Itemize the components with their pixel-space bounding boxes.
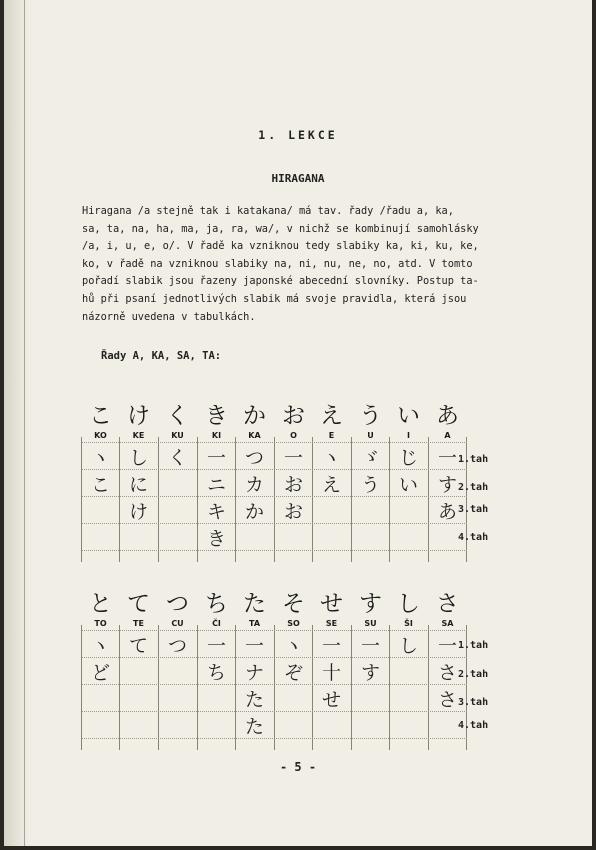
kana-glyph: す: [359, 590, 382, 617]
paragraph-line: /a, i, u, e, o/. V řadě ka vzniknou tedy slabiky ka, ki, ku, ke,: [82, 240, 479, 253]
paragraph-line: Hiragana /a stejně tak i katakana/ má tav. řady /řadu a, ka,: [82, 205, 454, 217]
kana-glyph: け: [127, 402, 150, 429]
stroke-step: せ: [321, 688, 341, 711]
stroke-step: し: [128, 446, 148, 469]
kana-glyph: う: [359, 402, 382, 429]
romaji-label: E: [328, 430, 335, 440]
kana-glyph: ち: [205, 590, 228, 617]
paragraph-line: sa, ta, na, ha, ma, ja, ra, wa/, v nichž se kombinují samohlásky: [82, 222, 479, 235]
paragraph-line: hů při psaní jednotlivých slabik má svoje pravidla, která jsou: [82, 293, 467, 305]
stroke-step: 十: [321, 661, 341, 684]
stroke-step: す: [360, 661, 380, 684]
stroke-label-2b: 2.tah: [458, 669, 489, 680]
stroke-step: ナ: [244, 661, 264, 684]
stroke-step: こ: [90, 473, 110, 496]
lesson-title: 1. LEKCE: [258, 128, 338, 142]
kana-glyph: た: [243, 590, 266, 617]
romaji-label: KO: [94, 430, 107, 440]
kana-glyph: あ: [436, 402, 459, 429]
stroke-step: た: [244, 715, 264, 738]
kana-glyph: そ: [282, 590, 305, 617]
stroke-step: に: [128, 473, 148, 496]
stroke-step: ニ: [206, 473, 226, 496]
stroke-step: ヽ: [321, 446, 341, 469]
romaji-label: KU: [171, 430, 184, 440]
stroke-label-1: 1.tah: [458, 454, 489, 465]
stroke-step: 一: [360, 634, 380, 657]
stroke-label-3b: 3.tah: [458, 697, 489, 708]
stroke-step: キ: [206, 500, 226, 523]
kana-glyph: か: [243, 402, 266, 429]
romaji-label: ŠI: [404, 618, 413, 628]
stroke-step: た: [244, 688, 264, 711]
stroke-step: け: [128, 500, 148, 523]
grid-row-line: [82, 684, 467, 685]
stroke-step: く: [167, 446, 187, 469]
kana-glyph: お: [282, 402, 305, 429]
stroke-step: ど: [90, 661, 110, 684]
stroke-step: じ: [398, 446, 418, 469]
romaji-label: SE: [325, 618, 338, 628]
kana-glyph: く: [166, 402, 189, 429]
romaji-label: TA: [248, 618, 261, 628]
stroke-step: う: [360, 473, 380, 496]
stroke-step: 一: [321, 634, 341, 657]
stroke-label-4b: 4.tah: [458, 720, 489, 731]
paragraph-line: pořadí slabik jsou řazeny japonské abecední slovníky. Postup ta-: [82, 275, 479, 288]
kana-glyph: し: [397, 590, 420, 617]
kana-glyph: き: [205, 402, 228, 429]
grid-row-line: [82, 711, 467, 712]
romaji-label: I: [407, 430, 410, 440]
stroke-step: さ: [437, 661, 457, 684]
stroke-step: 一: [283, 446, 303, 469]
romaji-label: ČI: [212, 618, 221, 628]
romaji-label: TO: [94, 618, 107, 628]
stroke-step: つ: [167, 634, 187, 657]
stroke-step: ち: [206, 661, 226, 684]
stroke-step: 一: [437, 446, 457, 469]
kana-glyph: せ: [320, 590, 343, 617]
stroke-step: ゞ: [360, 446, 380, 469]
stroke-step: す: [437, 473, 457, 496]
stroke-step: か: [244, 500, 264, 523]
binding-gutter: [4, 0, 30, 846]
kana-glyph: い: [397, 402, 420, 429]
grid-row-line: [82, 738, 467, 739]
romaji-label: SU: [364, 618, 377, 628]
paragraph-line: názorně uvedena v tabulkách.: [82, 310, 256, 323]
stroke-step: ぞ: [283, 661, 303, 684]
document-page: [4, 0, 592, 846]
page-number: - 5 -: [279, 760, 317, 774]
kana-glyph: こ: [89, 402, 112, 429]
stroke-step: 一: [244, 634, 264, 657]
stroke-step: い: [398, 473, 418, 496]
kana-glyph: つ: [166, 590, 189, 617]
paragraph-line: ko, v řadě na vzniknou slabiky na, ni, nu, ne, no, atd. V tomto: [82, 257, 473, 270]
romaji-label: KE: [132, 430, 145, 440]
stroke-step: き: [206, 527, 226, 550]
rows-label: Řady A, KA, SA, TA:: [101, 350, 222, 362]
romaji-label: O: [290, 430, 297, 440]
stroke-step: カ: [244, 473, 264, 496]
romaji-label: TE: [133, 618, 144, 628]
section-title: HIRAGANA: [271, 172, 325, 185]
binding-edge: [24, 0, 25, 846]
stroke-label-3: 3.tah: [458, 504, 489, 515]
stroke-step: お: [283, 473, 303, 496]
romaji-label: SA: [441, 618, 454, 628]
stroke-step: 一: [206, 446, 226, 469]
stroke-step: ヽ: [283, 634, 303, 657]
stroke-step: お: [283, 500, 303, 523]
stroke-label-4: 4.tah: [458, 532, 489, 543]
romaji-label: KI: [211, 430, 222, 440]
stroke-step: ヽ: [90, 446, 110, 469]
grid-row-line: [82, 550, 467, 551]
stroke-label-2: 2.tah: [458, 482, 489, 493]
kana-glyph: て: [127, 590, 150, 617]
stroke-step: え: [321, 473, 341, 496]
stroke-step: ヽ: [90, 634, 110, 657]
romaji-label: A: [444, 430, 451, 440]
kana-glyph: さ: [436, 590, 459, 617]
stroke-step: 一: [437, 634, 457, 657]
romaji-label: U: [367, 430, 374, 440]
kana-glyph: え: [320, 402, 343, 429]
stroke-step: し: [398, 634, 418, 657]
stroke-step: あ: [437, 500, 457, 523]
kana-glyph: と: [89, 590, 112, 617]
stroke-step: 一: [206, 634, 226, 657]
romaji-label: KA: [248, 430, 261, 440]
stroke-label-1b: 1.tah: [458, 640, 489, 651]
romaji-label: CU: [171, 618, 184, 628]
stroke-step: つ: [244, 446, 264, 469]
stroke-step: て: [128, 634, 148, 657]
stroke-step: さ: [437, 688, 457, 711]
romaji-label: SO: [287, 618, 300, 628]
